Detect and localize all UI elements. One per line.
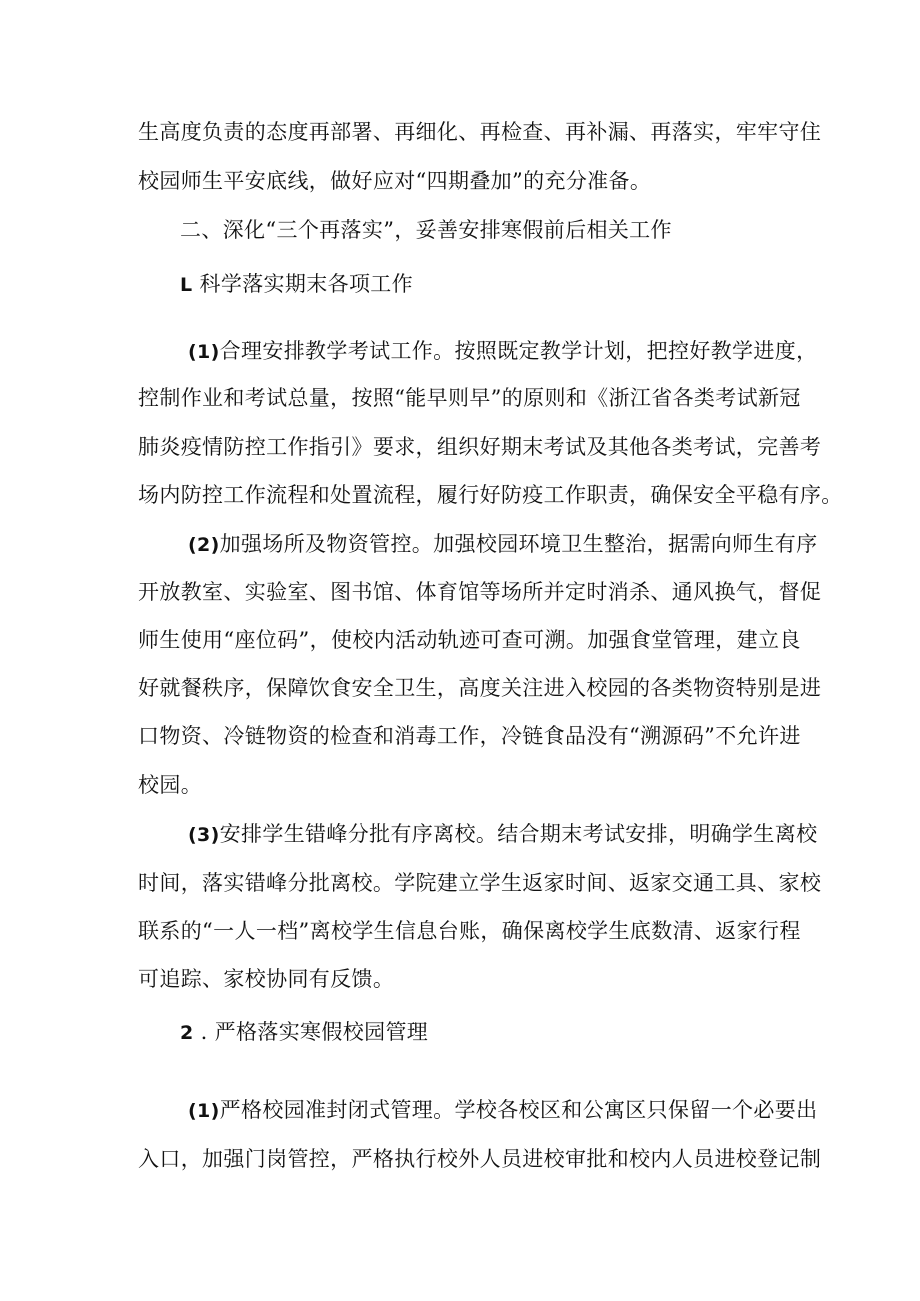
- text-line: 联系的“一人一档”离校学生信息台账，确保离校学生底数清、返家行程: [138, 919, 801, 943]
- paragraph-first-line: (3)安排学生错峰分批有序离校。结合期末考试安排，明确学生离校: [188, 822, 818, 846]
- text-line: 校园。: [138, 773, 203, 797]
- text-line: 校园师生平安底线，做好应对“四期叠加”的充分准备。: [138, 169, 652, 193]
- text-line: 控制作业和考试总量，按照“能早则早”的原则和《浙江省各类考试新冠: [138, 386, 801, 410]
- paragraph-first-line: (1)严格校园准封闭式管理。学校各校区和公寓区只保留一个必要出: [188, 1098, 818, 1122]
- text-line: 好就餐秩序，保障饮食安全卫生，高度关注进入校园的各类物资特别是进: [138, 676, 822, 700]
- text-line: 肺炎疫情防控工作指引》要求，组织好期末考试及其他各类考试，完善考: [138, 435, 822, 459]
- text-line: 场内防控工作流程和处置流程，履行好防疫工作职责，确保安全平稳有序。: [138, 483, 843, 507]
- paragraph-first-line: (2)加强场所及物资管控。加强校园环境卫生整治，据需向师生有序: [188, 532, 818, 556]
- text-line: 师生使用“座位码”，使校内活动轨迹可查可溯。加强食堂管理，建立良: [138, 628, 801, 652]
- section-heading: 二、深化“三个再落实”，妥善安排寒假前后相关工作: [180, 218, 672, 242]
- subsection-heading: 2 . 严格落实寒假校园管理: [180, 1020, 429, 1044]
- paragraph-first-line: (1)合理安排教学考试工作。按照既定教学计划，把控好教学进度，: [188, 339, 818, 363]
- text-line: 生高度负责的态度再部署、再细化、再检查、再补漏、再落实，牢牢守住: [138, 120, 822, 144]
- text-line: 时间，落实错峰分批离校。学院建立学生返家时间、返家交通工具、家校: [138, 871, 822, 895]
- text-line: 开放教室、实验室、图书馆、体育馆等场所并定时消杀、通风换气，督促: [138, 580, 822, 604]
- text-line: 口物资、冷链物资的检查和消毒工作，冷链食品没有“溯源码”不允许进: [138, 724, 801, 748]
- text-line: 可追踪、家校协同有反馈。: [138, 967, 395, 991]
- subsection-heading: L 科学落实期末各项工作: [180, 272, 413, 296]
- text-line: 入口，加强门岗管控，严格执行校外人员进校审批和校内人员进校登记制: [138, 1147, 822, 1171]
